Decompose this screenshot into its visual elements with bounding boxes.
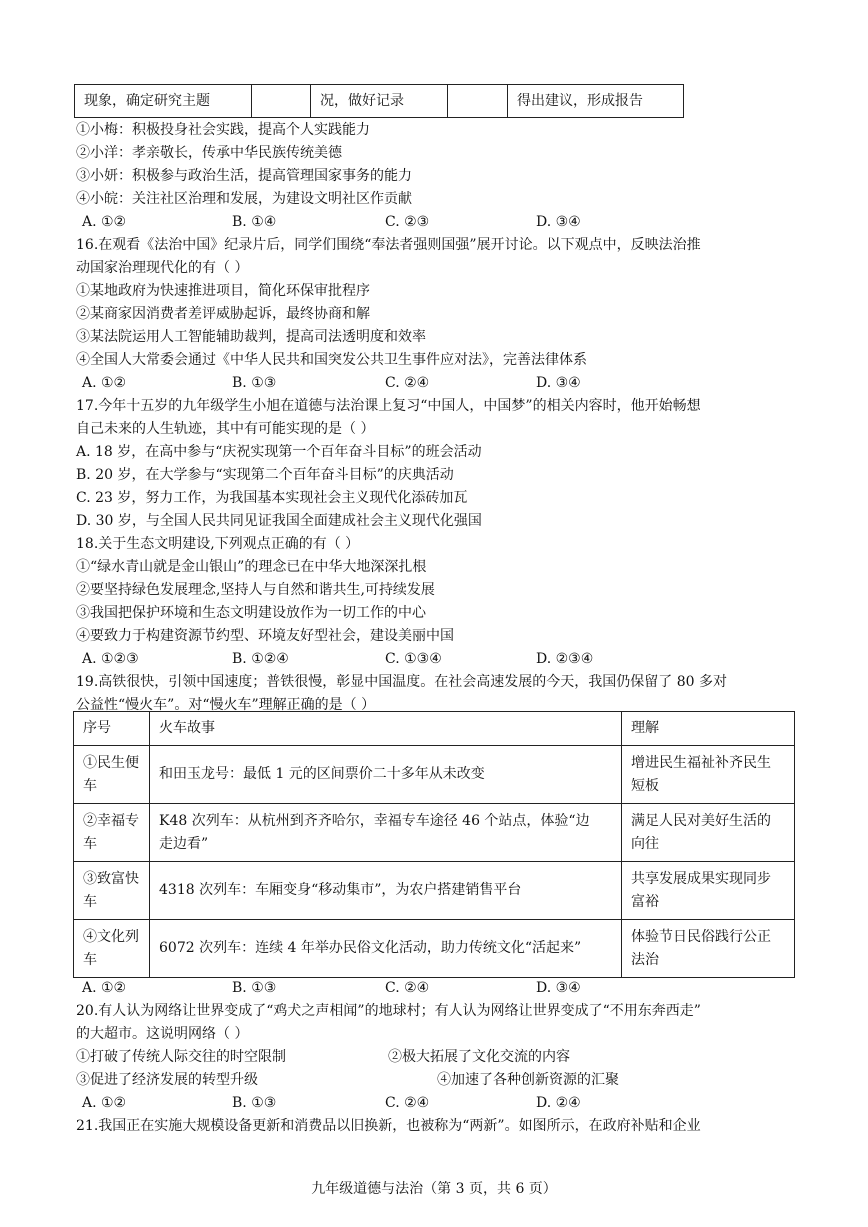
q21-stem: 21.我国正在实施大规模设备更新和消费品以旧换新，也被称为“两新”。如图所示，在政府补贴和企业 — [76, 1118, 701, 1134]
top-flow-table — [74, 84, 684, 118]
table-cell — [252, 85, 311, 118]
table-header: 序号 — [74, 712, 150, 746]
table-cell: ②幸福专 车 — [74, 804, 150, 862]
table-row — [74, 804, 795, 862]
q20-item: ④加速了各种创新资源的汇聚 — [437, 1072, 619, 1088]
table-cell: ③致富快 车 — [74, 862, 150, 920]
table-cell: 增进民生福祉补齐民生 短板 — [622, 746, 795, 804]
q18-item: ②要坚持绿色发展理念,坚持人与自然和谐共生,可持续发展 — [76, 582, 435, 598]
option-c: C. ②③ — [385, 214, 430, 230]
table-cell — [448, 85, 508, 118]
option-b: B. ①④ — [232, 214, 277, 230]
option-c: C. ②④ — [385, 1095, 430, 1111]
option-d: D. ②③④ — [536, 651, 594, 667]
option-b: B. ①③ — [232, 375, 277, 391]
q16-item: ②某商家因消费者差评威胁起诉，最终协商和解 — [76, 306, 370, 322]
table-cell: 共享发展成果实现同步 富裕 — [622, 862, 795, 920]
q18-stem: 18.关于生态文明建设,下列观点正确的有（ ） — [76, 536, 360, 552]
table-cell: ①民生便 车 — [74, 746, 150, 804]
q17-option-d: D. 30 岁，与全国人民共同见证我国全面建成社会主义现代化强国 — [76, 513, 482, 529]
option-b: B. ①②④ — [232, 651, 289, 667]
table-row — [74, 920, 795, 978]
q19-stem: 19.高铁很快，引领中国速度；普铁很慢，彰显中国温度。在社会高速发展的今天，我国仍保留了 80 多对 — [76, 674, 727, 690]
q18-item: ③我国把保护环境和生态文明建设放作为一切工作的中心 — [76, 605, 426, 621]
q16-item: ④全国人大常委会通过《中华人民共和国突发公共卫生事件应对法》，完善法律体系 — [76, 352, 587, 368]
q16-item: ③某法院运用人工智能辅助裁判，提高司法透明度和效率 — [76, 329, 426, 345]
option-d: D. ③④ — [536, 980, 581, 996]
q17-stem-cont: 自己未来的人生轨迹，其中有可能实现的是（ ） — [76, 421, 375, 437]
table-cell: ④文化列 车 — [74, 920, 150, 978]
q16-stem: 16.在观看《法治中国》纪录片后，同学们围绕“奉法者强则国强”展开讨论。以下观点中，反映法治推 — [76, 237, 701, 253]
table-cell: 得出建议，形成报告 — [508, 85, 684, 118]
q16-stem-cont: 动国家治理现代化的有（ ） — [76, 260, 249, 276]
train-story-table — [73, 711, 795, 978]
table-cell: 现象，确定研究主题 — [75, 85, 252, 118]
q20-stem: 20.有人认为网络让世界变成了“鸡犬之声相闻”的地球村；有人认为网络让世界变成了“不用东奔西走” — [76, 1003, 701, 1019]
q15-item: ④小皖：关注社区治理和发展，为建设文明社区作贡献 — [76, 191, 412, 207]
option-c: C. ①③④ — [385, 651, 442, 667]
option-c: C. ②④ — [385, 375, 430, 391]
q17-option-a: A. 18 岁，在高中参与“庆祝实现第一个百年奋斗目标”的班会活动 — [76, 444, 482, 460]
table-header: 理解 — [622, 712, 795, 746]
option-d: D. ③④ — [536, 375, 581, 391]
q17-option-c: C. 23 岁，努力工作，为我国基本实现社会主义现代化添砖加瓦 — [76, 490, 468, 506]
table-cell: 6072 次列车：连续 4 年举办民俗文化活动，助力传统文化“活起来” — [150, 920, 622, 978]
q17-stem: 17.今年十五岁的九年级学生小旭在道德与法治课上复习“中国人，中国梦”的相关内容时，他开始畅想 — [76, 398, 701, 414]
q15-item: ③小妍：积极参与政治生活，提高管理国家事务的能力 — [76, 168, 412, 184]
q18-item: ①“绿水青山就是金山银山”的理念已在中华大地深深扎根 — [76, 559, 427, 575]
q20-item: ②极大拓展了文化交流的内容 — [388, 1049, 570, 1065]
table-row — [74, 746, 795, 804]
table-cell: 况，做好记录 — [311, 85, 448, 118]
q18-item: ④要致力于构建资源节约型、环境友好型社会，建设美丽中国 — [76, 628, 454, 644]
option-d: D. ③④ — [536, 214, 581, 230]
option-a: A. ①② — [82, 214, 127, 230]
option-b: B. ①③ — [232, 1095, 277, 1111]
q17-option-b: B. 20 岁，在大学参与“实现第二个百年奋斗目标”的庆典活动 — [76, 467, 454, 483]
option-c: C. ②④ — [385, 980, 430, 996]
q15-item: ①小梅：积极投身社会实践，提高个人实践能力 — [76, 122, 370, 138]
q20-stem-cont: 的大超市。这说明网络（ ） — [76, 1026, 249, 1042]
option-d: D. ②④ — [536, 1095, 581, 1111]
option-a: A. ①② — [82, 375, 127, 391]
table-cell: 4318 次列车：车厢变身“移动集市”，为农户搭建销售平台 — [150, 862, 622, 920]
table-row — [74, 862, 795, 920]
option-a: A. ①② — [82, 1095, 127, 1111]
table-cell: 满足人民对美好生活的 向往 — [622, 804, 795, 862]
q15-item: ②小洋：孝亲敬长，传承中华民族传统美德 — [76, 145, 342, 161]
table-cell: K48 次列车：从杭州到齐齐哈尔，幸福专车途径 46 个站点，体验“边 走边看” — [150, 804, 622, 862]
page-footer: 九年级道德与法治（第 3 页，共 6 页） — [311, 1181, 557, 1197]
option-b: B. ①③ — [232, 980, 277, 996]
table-cell: 和田玉龙号：最低 1 元的区间票价二十多年从未改变 — [150, 746, 622, 804]
table-header: 火车故事 — [150, 712, 622, 746]
option-a: A. ①②③ — [82, 651, 139, 667]
option-a: A. ①② — [82, 980, 127, 996]
q20-item: ③促进了经济发展的转型升级 — [76, 1072, 258, 1088]
q19-stem-cont: 公益性“慢火车”。对“慢火车”理解正确的是（ ） — [76, 697, 376, 713]
q16-item: ①某地政府为快速推进项目，简化环保审批程序 — [76, 283, 370, 299]
table-cell: 体验节日民俗践行公正 法治 — [622, 920, 795, 978]
q20-item: ①打破了传统人际交往的时空限制 — [76, 1049, 286, 1065]
